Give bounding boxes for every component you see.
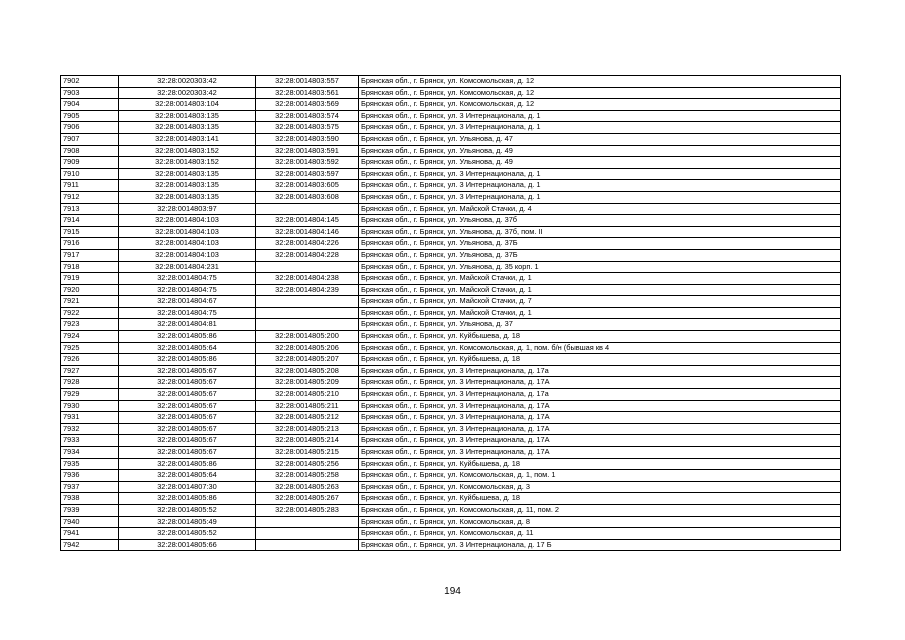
row-number-cell: 7936	[61, 470, 119, 482]
address-cell: Брянская обл., г. Брянск, ул. Ульянова, д. 35 корп. 1	[359, 261, 841, 273]
table-row	[61, 133, 841, 145]
parcel-number-cell: 32:28:0014805:64	[119, 470, 256, 482]
object-number-cell	[256, 528, 359, 540]
parcel-number-cell: 32:28:0014805:49	[119, 516, 256, 528]
address-cell: Брянская обл., г. Брянск, ул. Ульянова, д. 37б, пом. II	[359, 226, 841, 238]
parcel-number-cell: 32:28:0014803:97	[119, 203, 256, 215]
parcel-number-cell: 32:28:0014804:103	[119, 249, 256, 261]
object-number-cell: 32:28:0014805:263	[256, 481, 359, 493]
table-row	[61, 377, 841, 389]
table-row	[61, 423, 841, 435]
object-number-cell: 32:28:0014804:228	[256, 249, 359, 261]
row-number-cell: 7910	[61, 168, 119, 180]
parcel-number-cell: 32:28:0014805:67	[119, 423, 256, 435]
table-row	[61, 447, 841, 459]
object-number-cell	[256, 296, 359, 308]
row-number-cell: 7938	[61, 493, 119, 505]
object-number-cell: 32:28:0014805:206	[256, 342, 359, 354]
parcel-number-cell: 32:28:0020303:42	[119, 76, 256, 88]
table-row	[61, 458, 841, 470]
address-cell: Брянская обл., г. Брянск, ул. 3 Интернационала, д. 17А	[359, 423, 841, 435]
object-number-cell: 32:28:0014803:608	[256, 191, 359, 203]
table-row	[61, 481, 841, 493]
row-number-cell: 7905	[61, 110, 119, 122]
object-number-cell	[256, 261, 359, 273]
table-row	[61, 365, 841, 377]
object-number-cell: 32:28:0014804:146	[256, 226, 359, 238]
row-number-cell: 7917	[61, 249, 119, 261]
object-number-cell: 32:28:0014805:211	[256, 400, 359, 412]
address-cell: Брянская обл., г. Брянск, ул. 3 Интернационала, д. 1	[359, 168, 841, 180]
address-cell: Брянская обл., г. Брянск, ул. Майской Стачки, д. 1	[359, 284, 841, 296]
parcel-number-cell: 32:28:0014805:52	[119, 504, 256, 516]
parcel-number-cell: 32:28:0014805:67	[119, 400, 256, 412]
row-number-cell: 7940	[61, 516, 119, 528]
row-number-cell: 7935	[61, 458, 119, 470]
object-number-cell: 32:28:0014805:207	[256, 354, 359, 366]
parcel-number-cell: 32:28:0014803:152	[119, 157, 256, 169]
object-number-cell: 32:28:0014803:575	[256, 122, 359, 134]
row-number-cell: 7929	[61, 389, 119, 401]
object-number-cell	[256, 319, 359, 331]
object-number-cell: 32:28:0014805:208	[256, 365, 359, 377]
row-number-cell: 7927	[61, 365, 119, 377]
address-cell: Брянская обл., г. Брянск, ул. Комсомольская, д. 8	[359, 516, 841, 528]
address-cell: Брянская обл., г. Брянск, ул. 3 Интернационала, д. 1	[359, 180, 841, 192]
parcel-number-cell: 32:28:0014803:135	[119, 110, 256, 122]
parcel-number-cell: 32:28:0014804:103	[119, 226, 256, 238]
address-cell: Брянская обл., г. Брянск, ул. Куйбышева, д. 18	[359, 458, 841, 470]
row-number-cell: 7918	[61, 261, 119, 273]
address-cell: Брянская обл., г. Брянск, ул. 3 Интернационала, д. 17А	[359, 400, 841, 412]
table-row	[61, 528, 841, 540]
table-row	[61, 319, 841, 331]
parcel-number-cell: 32:28:0014805:52	[119, 528, 256, 540]
parcel-number-cell: 32:28:0014803:135	[119, 180, 256, 192]
table-row	[61, 203, 841, 215]
object-number-cell: 32:28:0014805:267	[256, 493, 359, 505]
address-cell: Брянская обл., г. Брянск, ул. Куйбышева, д. 18	[359, 493, 841, 505]
table-row	[61, 145, 841, 157]
row-number-cell: 7915	[61, 226, 119, 238]
table-row	[61, 389, 841, 401]
row-number-cell: 7928	[61, 377, 119, 389]
table-row	[61, 122, 841, 134]
table-row	[61, 516, 841, 528]
parcel-number-cell: 32:28:0014805:67	[119, 389, 256, 401]
address-cell: Брянская обл., г. Брянск, ул. Ульянова, д. 37Б	[359, 249, 841, 261]
parcel-number-cell: 32:28:0014804:75	[119, 307, 256, 319]
parcel-number-cell: 32:28:0014803:135	[119, 122, 256, 134]
row-number-cell: 7920	[61, 284, 119, 296]
parcel-number-cell: 32:28:0014804:103	[119, 238, 256, 250]
object-number-cell: 32:28:0014803:569	[256, 99, 359, 111]
object-number-cell: 32:28:0014803:574	[256, 110, 359, 122]
parcel-number-cell: 32:28:0020303:42	[119, 87, 256, 99]
row-number-cell: 7934	[61, 447, 119, 459]
address-cell: Брянская обл., г. Брянск, ул. Майской Стачки, д. 4	[359, 203, 841, 215]
parcel-number-cell: 32:28:0014805:66	[119, 539, 256, 551]
object-number-cell	[256, 539, 359, 551]
registry-table-body	[61, 76, 841, 551]
registry-table	[60, 75, 841, 551]
object-number-cell: 32:28:0014803:557	[256, 76, 359, 88]
address-cell: Брянская обл., г. Брянск, ул. Ульянова, д. 49	[359, 157, 841, 169]
row-number-cell: 7925	[61, 342, 119, 354]
table-row	[61, 87, 841, 99]
page-number: 194	[444, 586, 461, 597]
table-row	[61, 238, 841, 250]
parcel-number-cell: 32:28:0014804:231	[119, 261, 256, 273]
parcel-number-cell: 32:28:0014803:135	[119, 168, 256, 180]
row-number-cell: 7906	[61, 122, 119, 134]
address-cell: Брянская обл., г. Брянск, ул. Комсомольская, д. 1, пом. б/н (бывшая кв 4	[359, 342, 841, 354]
parcel-number-cell: 32:28:0014804:103	[119, 215, 256, 227]
address-cell: Брянская обл., г. Брянск, ул. Комсомольская, д. 11, пом. 2	[359, 504, 841, 516]
parcel-number-cell: 32:28:0014805:67	[119, 365, 256, 377]
address-cell: Брянская обл., г. Брянск, ул. Майской Стачки, д. 1	[359, 307, 841, 319]
address-cell: Брянская обл., г. Брянск, ул. Комсомольская, д. 11	[359, 528, 841, 540]
table-row	[61, 435, 841, 447]
address-cell: Брянская обл., г. Брянск, ул. 3 Интернационала, д. 1	[359, 122, 841, 134]
table-row	[61, 331, 841, 343]
address-cell: Брянская обл., г. Брянск, ул. 3 Интернационала, д. 17а	[359, 389, 841, 401]
row-number-cell: 7909	[61, 157, 119, 169]
address-cell: Брянская обл., г. Брянск, ул. 3 Интернационала, д. 17 Б	[359, 539, 841, 551]
address-cell: Брянская обл., г. Брянск, ул. Ульянова, д. 49	[359, 145, 841, 157]
object-number-cell: 32:28:0014803:605	[256, 180, 359, 192]
object-number-cell	[256, 203, 359, 215]
address-cell: Брянская обл., г. Брянск, ул. Куйбышева, д. 18	[359, 331, 841, 343]
table-row	[61, 307, 841, 319]
object-number-cell: 32:28:0014804:238	[256, 273, 359, 285]
parcel-number-cell: 32:28:0014805:67	[119, 435, 256, 447]
table-row	[61, 76, 841, 88]
row-number-cell: 7907	[61, 133, 119, 145]
object-number-cell: 32:28:0014805:258	[256, 470, 359, 482]
row-number-cell: 7924	[61, 331, 119, 343]
table-row	[61, 493, 841, 505]
table-row	[61, 284, 841, 296]
table-row	[61, 110, 841, 122]
row-number-cell: 7919	[61, 273, 119, 285]
table-row	[61, 180, 841, 192]
row-number-cell: 7916	[61, 238, 119, 250]
address-cell: Брянская обл., г. Брянск, ул. Комсомольская, д. 3	[359, 481, 841, 493]
address-cell: Брянская обл., г. Брянск, ул. Ульянова, д. 37б	[359, 215, 841, 227]
object-number-cell: 32:28:0014805:210	[256, 389, 359, 401]
parcel-number-cell: 32:28:0014805:86	[119, 331, 256, 343]
parcel-number-cell: 32:28:0014803:104	[119, 99, 256, 111]
address-cell: Брянская обл., г. Брянск, ул. 3 Интернационала, д. 17А	[359, 435, 841, 447]
row-number-cell: 7903	[61, 87, 119, 99]
row-number-cell: 7930	[61, 400, 119, 412]
address-cell: Брянская обл., г. Брянск, ул. Комсомольская, д. 12	[359, 99, 841, 111]
parcel-number-cell: 32:28:0014805:86	[119, 354, 256, 366]
table-row	[61, 168, 841, 180]
table-row	[61, 273, 841, 285]
table-row	[61, 191, 841, 203]
table-row	[61, 296, 841, 308]
table-row	[61, 539, 841, 551]
table-row	[61, 215, 841, 227]
table-row	[61, 342, 841, 354]
row-number-cell: 7911	[61, 180, 119, 192]
object-number-cell: 32:28:0014804:226	[256, 238, 359, 250]
parcel-number-cell: 32:28:0014804:67	[119, 296, 256, 308]
row-number-cell: 7926	[61, 354, 119, 366]
address-cell: Брянская обл., г. Брянск, ул. 3 Интернационала, д. 17А	[359, 377, 841, 389]
parcel-number-cell: 32:28:0014805:86	[119, 493, 256, 505]
address-cell: Брянская обл., г. Брянск, ул. 3 Интернационала, д. 1	[359, 110, 841, 122]
parcel-number-cell: 32:28:0014805:67	[119, 377, 256, 389]
parcel-number-cell: 32:28:0014805:64	[119, 342, 256, 354]
address-cell: Брянская обл., г. Брянск, ул. Майской Стачки, д. 7	[359, 296, 841, 308]
row-number-cell: 7914	[61, 215, 119, 227]
row-number-cell: 7913	[61, 203, 119, 215]
object-number-cell: 32:28:0014805:209	[256, 377, 359, 389]
address-cell: Брянская обл., г. Брянск, ул. 3 Интернационала, д. 17а	[359, 365, 841, 377]
object-number-cell: 32:28:0014805:215	[256, 447, 359, 459]
table-row	[61, 157, 841, 169]
row-number-cell: 7902	[61, 76, 119, 88]
address-cell: Брянская обл., г. Брянск, ул. Ульянова, д. 37Б	[359, 238, 841, 250]
table-row	[61, 226, 841, 238]
object-number-cell: 32:28:0014805:212	[256, 412, 359, 424]
object-number-cell: 32:28:0014803:597	[256, 168, 359, 180]
row-number-cell: 7939	[61, 504, 119, 516]
parcel-number-cell: 32:28:0014803:135	[119, 191, 256, 203]
table-row	[61, 400, 841, 412]
parcel-number-cell: 32:28:0014805:86	[119, 458, 256, 470]
object-number-cell: 32:28:0014805:213	[256, 423, 359, 435]
table-row	[61, 504, 841, 516]
parcel-number-cell: 32:28:0014805:67	[119, 447, 256, 459]
address-cell: Брянская обл., г. Брянск, ул. Комсомольская, д. 12	[359, 76, 841, 88]
address-cell: Брянская обл., г. Брянск, ул. 3 Интернационала, д. 17А	[359, 447, 841, 459]
row-number-cell: 7922	[61, 307, 119, 319]
row-number-cell: 7932	[61, 423, 119, 435]
address-cell: Брянская обл., г. Брянск, ул. Куйбышева, д. 18	[359, 354, 841, 366]
parcel-number-cell: 32:28:0014803:152	[119, 145, 256, 157]
table-row	[61, 354, 841, 366]
object-number-cell: 32:28:0014805:256	[256, 458, 359, 470]
table-row	[61, 470, 841, 482]
parcel-number-cell: 32:28:0014804:75	[119, 273, 256, 285]
table-row	[61, 99, 841, 111]
object-number-cell	[256, 307, 359, 319]
address-cell: Брянская обл., г. Брянск, ул. Майской Стачки, д. 1	[359, 273, 841, 285]
row-number-cell: 7912	[61, 191, 119, 203]
object-number-cell: 32:28:0014804:145	[256, 215, 359, 227]
table-row	[61, 261, 841, 273]
object-number-cell: 32:28:0014805:214	[256, 435, 359, 447]
row-number-cell: 7933	[61, 435, 119, 447]
row-number-cell: 7921	[61, 296, 119, 308]
address-cell: Брянская обл., г. Брянск, ул. Комсомольская, д. 12	[359, 87, 841, 99]
table-row	[61, 412, 841, 424]
row-number-cell: 7908	[61, 145, 119, 157]
parcel-number-cell: 32:28:0014804:81	[119, 319, 256, 331]
row-number-cell: 7941	[61, 528, 119, 540]
address-cell: Брянская обл., г. Брянск, ул. Комсомольская, д. 1, пом. 1	[359, 470, 841, 482]
row-number-cell: 7923	[61, 319, 119, 331]
object-number-cell: 32:28:0014804:239	[256, 284, 359, 296]
object-number-cell: 32:28:0014803:590	[256, 133, 359, 145]
parcel-number-cell: 32:28:0014807:30	[119, 481, 256, 493]
address-cell: Брянская обл., г. Брянск, ул. Ульянова, д. 47	[359, 133, 841, 145]
row-number-cell: 7942	[61, 539, 119, 551]
table-row	[61, 249, 841, 261]
object-number-cell: 32:28:0014803:592	[256, 157, 359, 169]
object-number-cell: 32:28:0014803:591	[256, 145, 359, 157]
parcel-number-cell: 32:28:0014804:75	[119, 284, 256, 296]
parcel-number-cell: 32:28:0014803:141	[119, 133, 256, 145]
parcel-number-cell: 32:28:0014805:67	[119, 412, 256, 424]
address-cell: Брянская обл., г. Брянск, ул. 3 Интернационала, д. 17А	[359, 412, 841, 424]
object-number-cell: 32:28:0014805:200	[256, 331, 359, 343]
row-number-cell: 7931	[61, 412, 119, 424]
address-cell: Брянская обл., г. Брянск, ул. 3 Интернационала, д. 1	[359, 191, 841, 203]
row-number-cell: 7904	[61, 99, 119, 111]
row-number-cell: 7937	[61, 481, 119, 493]
address-cell: Брянская обл., г. Брянск, ул. Ульянова, д. 37	[359, 319, 841, 331]
object-number-cell: 32:28:0014803:561	[256, 87, 359, 99]
object-number-cell	[256, 516, 359, 528]
object-number-cell: 32:28:0014805:283	[256, 504, 359, 516]
